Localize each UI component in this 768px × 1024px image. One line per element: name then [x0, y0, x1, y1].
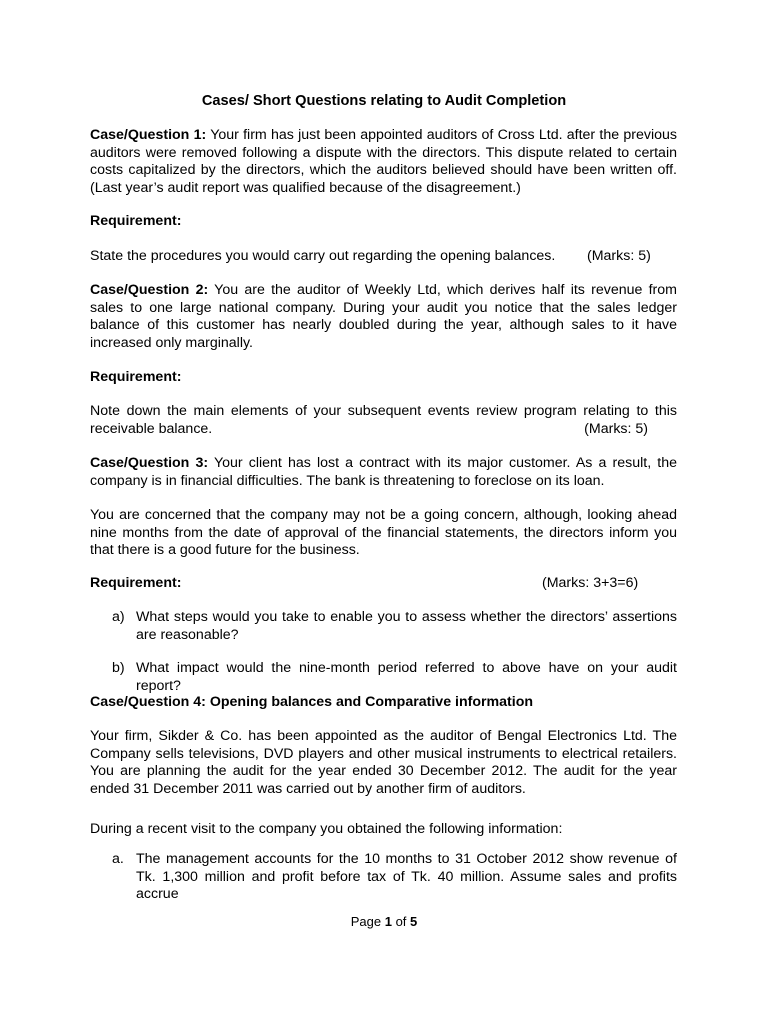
current-page-number: 1: [384, 914, 392, 929]
q1-text: Your firm has just been appointed auditors of Cross Ltd. after the previous auditors were removed following a dispute with the directors. This dispute related to certain costs capitalized by the directors, which the auditors believed should have been written off. (Last year’s audit report was qualified because of the disagreement.): [90, 127, 677, 196]
q2-text: You are the auditor of Weekly Ltd, which derives half its revenue from sales to one large national company. During your audit you notice that the sales ledger balance of this customer has nearly doubled during the year, although sales to it have increased only marginally.: [90, 282, 677, 351]
q3-paragraph-2: You are concerned that the company may not be a going concern, although, looking ahead nine months from the date of approval of the financial statements, the directors inform you that there is a good future for the business.: [90, 507, 677, 558]
q3-item-a-marker: a): [112, 609, 125, 625]
q2-label: Case/Question 2:: [90, 282, 209, 298]
q3-item-a-text: What steps would you take to enable you to assess whether the directors’ assertions are reasonable?: [136, 609, 677, 643]
page-title: Cases/ Short Questions relating to Audit Completion: [201, 93, 567, 109]
q2-requirement-label: Requirement:: [90, 369, 182, 385]
page-footer: Page 1 of 5: [350, 914, 418, 929]
q1-requirement-label: Requirement:: [90, 213, 182, 229]
case-question-3: [90, 455, 677, 490]
q4-paragraph-1: Your firm, Sikder & Co. has been appointed as the auditor of Bengal Electronics Ltd. The Company sells televisions, DVD players and other musical instruments to electrical retailers. You are planning the audit for the year ended 30 December 2012. The audit for the year ended 31 December 2011 was carried out by another firm of auditors.: [90, 728, 677, 797]
q1-requirement: [90, 248, 677, 266]
q2-requirement: [90, 403, 677, 438]
q4-item-a-marker: a.: [112, 851, 124, 867]
q3-requirement-label: Requirement: (Marks: 3+3=6): [90, 575, 639, 591]
q3-text: Your client has lost a contract with its major customer. As a result, the company is in financial difficulties. The bank is threatening to foreclose on its loan.: [90, 455, 677, 489]
total-page-count: 5: [410, 914, 418, 929]
q3-marks: (Marks: 3+3=6): [542, 575, 639, 591]
q1-marks: (Marks: 5): [587, 248, 651, 264]
case-question-1: [90, 127, 677, 197]
q2-requirement-text: Note down the main elements of your subsequent events review program relating to this receivable balance.: [90, 403, 677, 437]
case-question-2: [90, 282, 677, 352]
q3-item-b: [112, 660, 677, 695]
q3-label: Case/Question 3:: [90, 455, 209, 471]
q4-item-a-text: The management accounts for the 10 months to 31 October 2012 show revenue of Tk. 1,300 million and profit before tax of Tk. 40 million. Assume sales and profits accrue: [136, 851, 677, 902]
q4-paragraph-2: During a recent visit to the company you obtained the following information:: [90, 821, 563, 837]
q3-item-b-marker: b): [112, 660, 125, 676]
q1-requirement-text: State the procedures you would carry out regarding the opening balances.: [90, 248, 556, 264]
q3-item-a: [112, 609, 677, 644]
q1-label: Case/Question 1:: [90, 127, 207, 143]
q3-item-b-text: What impact would the nine-month period referred to above have on your audit report?: [136, 660, 677, 694]
q2-marks: (Marks: 5): [584, 420, 648, 437]
q4-heading: Case/Question 4: Opening balances and Comparative information: [90, 694, 534, 710]
q4-item-a: [112, 851, 677, 904]
